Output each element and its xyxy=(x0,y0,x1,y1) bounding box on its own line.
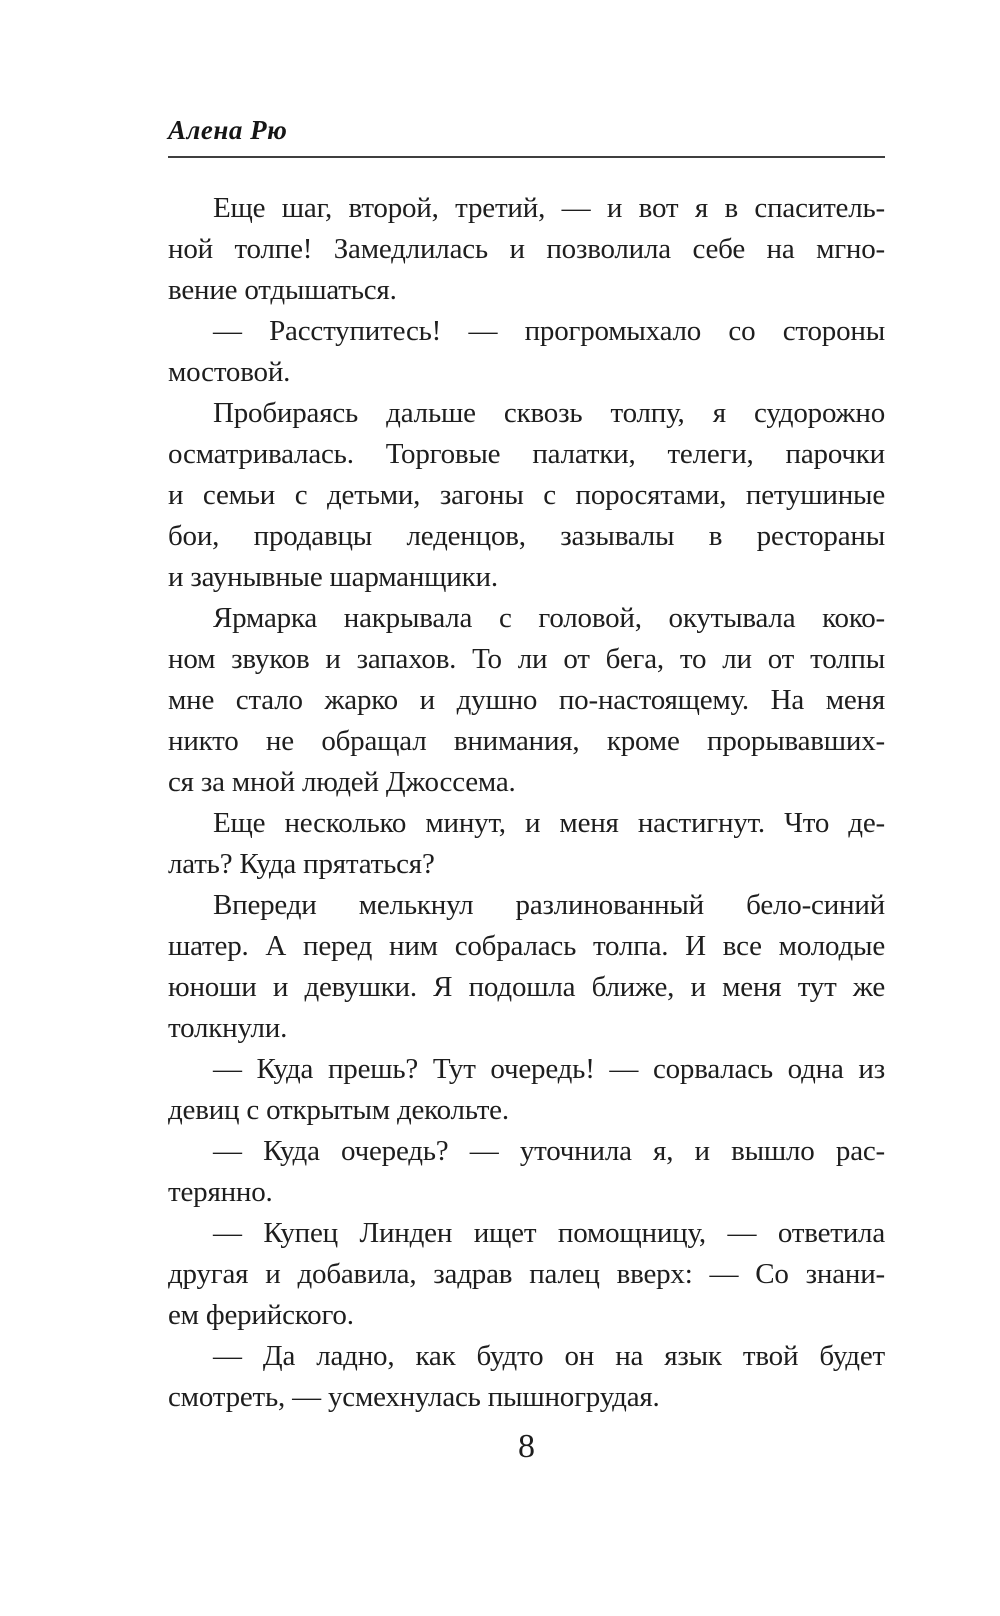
text-line: никто не обращал внимания, кроме прорывавших- xyxy=(168,725,885,757)
text-line: Впереди мелькнул разлинованный бело-синий xyxy=(213,889,885,921)
text-line: мне стало жарко и душно по-настоящему. На меня xyxy=(168,684,885,716)
page-number: 8 xyxy=(518,1428,535,1465)
text-line: терянно. xyxy=(168,1176,273,1208)
text-line: лать? Куда прятаться? xyxy=(168,848,435,880)
text-line: мостовой. xyxy=(168,356,291,388)
text-line: толкнули. xyxy=(168,1012,288,1044)
body-text xyxy=(168,188,885,1418)
text-line: вение отдышаться. xyxy=(168,274,397,306)
text-line: и заунывные шарманщики. xyxy=(168,561,498,593)
text-line: Ярмарка накрывала с головой, окутывала коко- xyxy=(213,602,885,634)
text-line: ной толпе! Замедлилась и позволила себе на мгно- xyxy=(168,233,885,265)
text-line: осматривалась. Торговые палатки, телеги, парочки xyxy=(168,438,885,470)
text-line: Еще несколько минут, и меня настигнут. Что де- xyxy=(213,807,885,839)
text-line: — Купец Линден ищет помощницу, — ответила xyxy=(213,1217,885,1249)
text-line: ем ферийского. xyxy=(168,1299,354,1331)
text-line: Еще шаг, второй, третий, — и вот я в спаситель- xyxy=(213,192,885,224)
text-line: — Куда прешь? Тут очередь! — сорвалась одна из xyxy=(213,1053,885,1085)
header-rule xyxy=(168,156,885,158)
text-line: шатер. А перед ним собралась толпа. И все молодые xyxy=(168,930,885,962)
text-line: смотреть, — усмехнулась пышногрудая. xyxy=(168,1381,660,1413)
text-line: бои, продавцы леденцов, зазывалы в рестораны xyxy=(168,520,885,552)
text-line: — Да ладно, как будто он на язык твой будет xyxy=(213,1340,885,1372)
text-line: Пробираясь дальше сквозь толпу, я судорожно xyxy=(213,397,885,429)
text-line: другая и добавила, задрав палец вверх: — Со знани- xyxy=(168,1258,885,1290)
text-line: ся за мной людей Джоссема. xyxy=(168,766,516,798)
text-line: — Расступитесь! — прогромыхало со стороны xyxy=(213,315,885,347)
running-head-author: Алена Рю xyxy=(168,115,288,145)
page-content xyxy=(168,112,885,1418)
text-line: и семьи с детьми, загоны с поросятами, петушиные xyxy=(168,479,885,511)
text-line: — Куда очередь? — уточнила я, и вышло рас- xyxy=(213,1135,885,1167)
text-line: юноши и девушки. Я подошла ближе, и меня тут же xyxy=(168,971,885,1003)
text-line: ном звуков и запахов. То ли от бега, то ли от толпы xyxy=(168,643,885,675)
text-line: девиц с открытым декольте. xyxy=(168,1094,509,1126)
